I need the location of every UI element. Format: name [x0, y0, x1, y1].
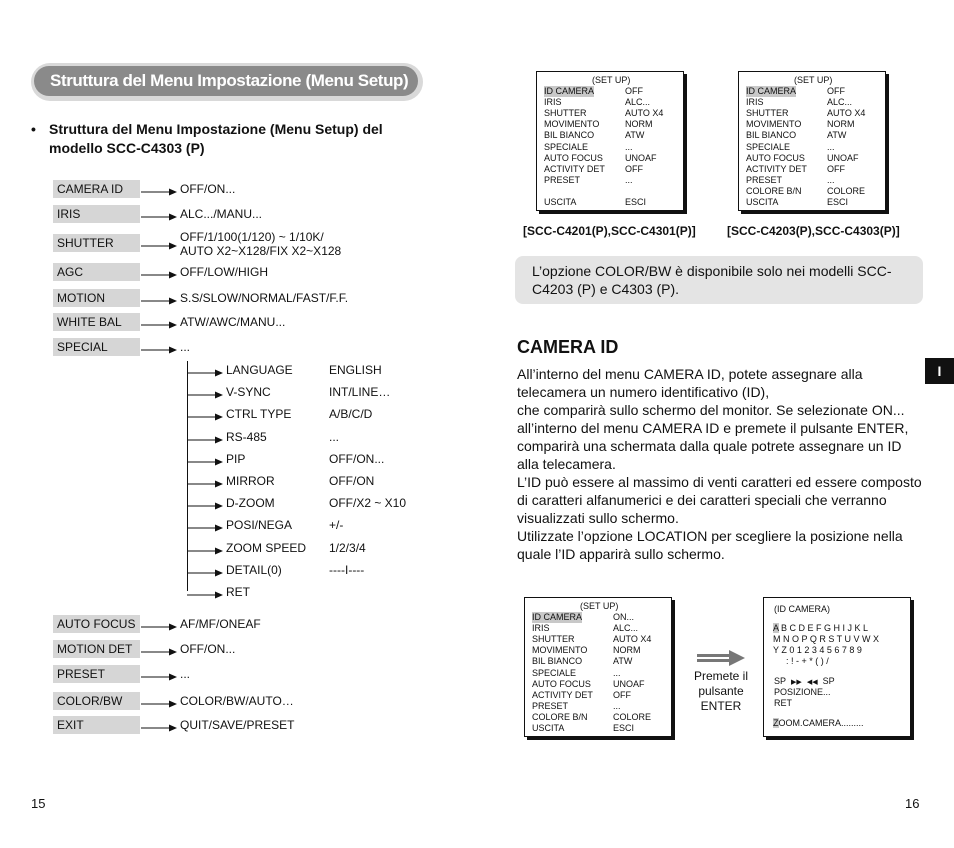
menu-value-line: OFF/LOW/HIGH: [180, 265, 268, 279]
osd-menu-item: SPECIALE: [532, 667, 577, 678]
arrow-right-icon: [187, 412, 223, 422]
osd-menu-item: MOVIMENTO: [746, 119, 802, 130]
menu-value-line: OFF/1/100(1/120) ~ 1/10K/: [180, 230, 324, 244]
submenu-item-value: OFF/X2 ~ X10: [329, 496, 407, 511]
menu-arrow: [141, 669, 177, 679]
model-caption-basic: [SCC-C4201(P),SCC-C4301(P)]: [523, 224, 696, 238]
osd-menu-item: ACTIVITY DET: [746, 163, 807, 174]
osd-title: (SET UP): [592, 75, 631, 85]
space-right-label: SP: [822, 676, 835, 686]
menu-arrow: [141, 209, 177, 219]
menu-value-line: QUIT/SAVE/PRESET: [180, 718, 295, 732]
rewind-icon: ◀◀: [806, 679, 818, 686]
menu-item-label: WHITE BAL: [53, 313, 140, 331]
osd-menu-item: BIL BIANCO: [532, 656, 583, 667]
arrow-right-icon: [141, 647, 177, 657]
arrow-right-icon: [141, 622, 177, 632]
osd-setup-screen-color: [738, 71, 886, 211]
menu-value-line: S.S/SLOW/NORMAL/FAST/F.F.: [180, 291, 349, 305]
menu-item-label: AGC: [53, 263, 140, 281]
submenu-arrow: [187, 454, 223, 464]
submenu-item-label: V-SYNC: [226, 385, 271, 400]
special-submenu-connector: [187, 361, 188, 591]
osd-menu-value: ALC...: [613, 623, 639, 634]
enter-arrow-icon: [697, 650, 745, 666]
menu-arrow: [141, 293, 177, 303]
submenu-arrow: [187, 387, 223, 397]
menu-value-line: COLOR/BW/AUTO…: [180, 694, 294, 708]
zoom-cursor: Z: [773, 718, 779, 728]
osd-menu-item: ID CAMERA: [746, 86, 797, 96]
osd-menu-value: ...: [827, 141, 835, 152]
intro-text: Struttura del Menu Impostazione (Menu Setup) del modello SCC-C4303 (P): [49, 121, 383, 156]
osd-menu-item: ACTIVITY DET: [532, 689, 593, 700]
osd-menu-value: UNOAF: [613, 678, 645, 689]
menu-item-value: [180, 265, 268, 279]
osd-menu-item: COLORE B/N: [746, 185, 802, 196]
osd-title: (SET UP): [580, 601, 619, 611]
submenu-item-value: ----I----: [329, 562, 365, 577]
menu-item-value: [180, 230, 341, 258]
osd-menu-value: ON...: [613, 612, 635, 622]
menu-value-line: ...: [180, 340, 191, 354]
osd-menu-value: ...: [827, 174, 835, 185]
osd-menu-value: ATW: [827, 130, 847, 141]
osd-menu-value: AUTO X4: [613, 634, 652, 645]
menu-value-line: ...: [180, 667, 191, 681]
bullet-point: •: [31, 121, 36, 137]
osd-menu-item: AUTO FOCUS: [746, 152, 805, 163]
osd-menu-item: PRESET: [532, 700, 569, 711]
submenu-arrow: [187, 587, 223, 597]
osd-camera-id-screen: [763, 597, 911, 737]
osd-menu-value: ALC...: [827, 97, 853, 108]
osd-menu-item: PRESET: [544, 174, 581, 185]
submenu-arrow: [187, 565, 223, 575]
char-grid-text: B C D E F G H I J K L: [778, 623, 869, 633]
arrow-right-icon: [187, 368, 223, 378]
osd-menu-value: COLORE: [613, 711, 652, 722]
osd-menu-item: IRIS: [544, 97, 562, 108]
osd-menu-value: OFF: [827, 86, 845, 96]
arrow-right-icon: [141, 296, 177, 306]
menu-item-value: [180, 667, 190, 681]
osd-menu-item: USCITA: [532, 723, 565, 733]
char-grid-row: : ! - + * ( ) /: [786, 656, 829, 666]
menu-item-value: [180, 315, 285, 329]
osd-menu-value: ESCI: [827, 197, 849, 207]
chapter-tab: I: [925, 358, 954, 384]
arrow-right-icon: [141, 672, 177, 682]
osd-menu-value: ALC...: [625, 97, 651, 108]
osd-menu-item: BIL BIANCO: [544, 130, 595, 141]
char-grid-row: M N O P Q R S T U V W X: [773, 634, 880, 644]
submenu-item-value: INT/LINE…: [329, 385, 391, 400]
menu-arrow: [141, 317, 177, 327]
enter-caption: [686, 669, 756, 714]
arrow-right-icon: [187, 523, 223, 533]
zoom-camera-text: OOM.CAMERA.........: [778, 718, 864, 728]
osd-menu-item: IRIS: [532, 623, 550, 634]
osd-menu-value: OFF: [625, 86, 643, 96]
osd-menu-item: USCITA: [746, 197, 779, 207]
model-caption-color: [SCC-C4203(P),SCC-C4303(P)]: [727, 224, 900, 238]
submenu-item-label: ZOOM SPEED: [226, 540, 307, 555]
osd-menu-value: NORM: [827, 119, 855, 130]
arrow-right-icon: [187, 479, 223, 489]
osd-menu-value: ESCI: [613, 723, 635, 733]
osd-setup-screen-camera-id-on: [524, 597, 672, 737]
arrow-right-icon: [187, 546, 223, 556]
char-cursor: A: [773, 623, 779, 633]
menu-value-line: AF/MF/ONEAF: [180, 617, 261, 631]
menu-item-value: [180, 718, 294, 732]
osd-menu-item: MOVIMENTO: [532, 645, 588, 656]
submenu-item-label: PIP: [226, 451, 246, 466]
submenu-item-label: DETAIL(0): [226, 562, 282, 577]
submenu-item-value: OFF/ON...: [329, 451, 385, 466]
enter-caption-line: pulsante: [698, 684, 744, 698]
arrow-right-icon: [141, 241, 177, 251]
menu-item-label: EXIT: [53, 716, 140, 734]
osd-menu-item: COLORE B/N: [532, 711, 588, 722]
char-grid-row: Y Z 0 1 2 3 4 5 6 7 8 9: [773, 645, 862, 655]
submenu-item-label: CTRL TYPE: [226, 407, 292, 422]
arrow-right-icon: [141, 212, 177, 222]
menu-item-value: [180, 617, 261, 631]
submenu-item-value: A/B/C/D: [329, 407, 373, 422]
submenu-item-label: LANGUAGE: [226, 363, 293, 377]
submenu-item-value: +/-: [329, 518, 344, 533]
arrow-right-icon: [187, 501, 223, 511]
arrow-right-icon: [187, 590, 223, 600]
osd-menu-value: ...: [625, 174, 633, 185]
osd-menu-value: ...: [613, 667, 621, 678]
arrow-right-icon: [141, 187, 177, 197]
menu-value-line: OFF/ON...: [180, 642, 236, 656]
osd-menu-item: ACTIVITY DET: [544, 163, 605, 174]
menu-item-value: [180, 642, 235, 656]
osd-menu-item: SPECIALE: [544, 141, 589, 152]
arrow-right-icon: [141, 699, 177, 709]
description-paragraph: L’ID può essere al massimo di venti caratteri ed essere composto di caratteri alfanumerici e dei caratteri speciali che verranno visualizzati sullo schermo.: [517, 474, 922, 526]
osd-menu-item: MOVIMENTO: [544, 119, 600, 130]
description-paragraph: All’interno del menu CAMERA ID, potete assegnare alla telecamera un numero identificativo (ID),: [517, 366, 863, 400]
osd-menu-item: ID CAMERA: [532, 612, 583, 622]
arrow-right-icon: [141, 320, 177, 330]
osd-menu-value: OFF: [613, 689, 631, 700]
osd-title: (ID CAMERA): [774, 604, 830, 614]
description-paragraph: Utilizzate l’opzione LOCATION per scegliere la posizione nella quale l’ID apparirà sullo schermo.: [517, 528, 903, 562]
enter-caption-line: Premete il: [693, 669, 749, 683]
zoom-camera-item: [773, 718, 864, 729]
osd-setup-screen-basic: [536, 71, 684, 211]
submenu-item-label: MIRROR: [226, 474, 275, 488]
posizione-item: POSIZIONE...: [774, 687, 831, 697]
page-number-left: 15: [31, 796, 46, 811]
osd-title: (SET UP): [794, 75, 833, 85]
osd-menu-value: ESCI: [625, 197, 647, 207]
menu-item-value: [180, 182, 235, 196]
osd-menu-item: AUTO FOCUS: [532, 678, 591, 689]
submenu-arrow: [187, 520, 223, 530]
osd-menu-value: ...: [613, 700, 621, 711]
submenu-arrow: [187, 476, 223, 486]
osd-menu-item: SHUTTER: [746, 108, 789, 119]
osd-menu-value: AUTO X4: [827, 108, 866, 119]
arrow-right-icon: [187, 568, 223, 578]
osd-menu-value: UNOAF: [625, 152, 657, 163]
osd-menu-item: SHUTTER: [544, 108, 587, 119]
menu-item-value: [180, 340, 190, 354]
menu-item-label: SHUTTER: [53, 234, 140, 252]
space-left-label: SP: [774, 676, 787, 686]
osd-menu-value: AUTO X4: [625, 108, 664, 119]
osd-menu-item: IRIS: [746, 97, 764, 108]
osd-menu-item: BIL BIANCO: [746, 130, 797, 141]
enter-caption-line: ENTER: [700, 699, 742, 713]
menu-value-line: AUTO X2~X128/FIX X2~X128: [180, 244, 342, 258]
menu-value-line: ATW/AWC/MANU...: [180, 315, 286, 329]
section-title: Struttura del Menu Impostazione (Menu Setup): [34, 66, 418, 96]
submenu-item-value: OFF/ON: [329, 474, 375, 488]
submenu-arrow: [187, 365, 223, 375]
submenu-arrow: [187, 409, 223, 419]
section-banner: [31, 63, 423, 101]
osd-menu-value: OFF: [827, 163, 845, 174]
osd-menu-value: COLORE: [827, 185, 866, 196]
menu-item-label: PRESET: [53, 665, 140, 683]
menu-item-label: IRIS: [53, 205, 140, 223]
menu-arrow: [141, 619, 177, 629]
submenu-item-label: POSI/NEGA: [226, 518, 293, 533]
menu-item-label: CAMERA ID: [53, 180, 140, 198]
arrow-right-icon: [141, 723, 177, 733]
submenu-item-label: RET: [226, 585, 250, 599]
osd-menu-item: SPECIALE: [746, 141, 791, 152]
osd-menu-value: NORM: [613, 645, 641, 656]
submenu-arrow: [187, 432, 223, 442]
menu-arrow: [141, 644, 177, 654]
intro-bullet: [31, 120, 431, 158]
char-grid-row: [773, 623, 868, 634]
menu-arrow: [141, 184, 177, 194]
osd-menu-item: PRESET: [746, 174, 783, 185]
menu-arrow: [141, 267, 177, 277]
menu-arrow: [141, 238, 177, 248]
arrow-right-icon: [141, 270, 177, 280]
menu-item-value: [180, 694, 294, 708]
ret-item: RET: [774, 698, 792, 708]
submenu-item-value: ...: [329, 429, 340, 444]
camera-id-description: [517, 365, 927, 563]
submenu-item-label: RS-485: [226, 429, 267, 444]
submenu-item-value: 1/2/3/4: [329, 540, 366, 555]
menu-item-label: MOTION: [53, 289, 140, 307]
osd-menu-value: OFF: [625, 163, 643, 174]
arrow-right-icon: [187, 390, 223, 400]
menu-item-label: MOTION DET: [53, 640, 140, 658]
osd-menu-value: NORM: [625, 119, 653, 130]
osd-menu-item: ID CAMERA: [544, 86, 595, 96]
menu-item-label: SPECIAL: [53, 338, 140, 356]
menu-item-label: COLOR/BW: [53, 692, 140, 710]
submenu-item-value: ENGLISH: [329, 363, 382, 377]
menu-arrow: [141, 342, 177, 352]
menu-item-label: AUTO FOCUS: [53, 615, 140, 633]
osd-menu-value: ...: [625, 141, 633, 152]
page-number-right: 16: [905, 796, 920, 811]
osd-menu-item: USCITA: [544, 197, 577, 207]
menu-arrow: [141, 720, 177, 730]
osd-menu-value: ATW: [625, 130, 645, 141]
arrow-right-icon: [187, 457, 223, 467]
forward-icon: ▶▶: [791, 679, 802, 686]
osd-menu-item: AUTO FOCUS: [544, 152, 603, 163]
menu-value-line: ALC.../MANU...: [180, 207, 263, 221]
osd-menu-item: SHUTTER: [532, 634, 575, 645]
menu-item-value: [180, 207, 262, 221]
color-bw-note: L’opzione COLOR/BW è disponibile solo nei modelli SCC-C4203 (P) e C4303 (P).: [515, 256, 923, 304]
arrow-right-icon: [141, 345, 177, 355]
submenu-item-label: D-ZOOM: [226, 496, 275, 511]
osd-menu-value: UNOAF: [827, 152, 859, 163]
menu-value-line: OFF/ON...: [180, 182, 236, 196]
menu-item-value: [180, 291, 348, 305]
camera-id-heading: CAMERA ID: [517, 337, 619, 357]
description-paragraph: che comparirà sullo schermo del monitor. Se selezionate ON... all’interno del menu CAMERA ID e premete il pulsante ENTER, comparirà una schermata dalla quale potrete assegnare un ID alla telecamera.: [517, 402, 909, 472]
menu-arrow: [141, 696, 177, 706]
submenu-arrow: [187, 498, 223, 508]
arrow-right-icon: [187, 435, 223, 445]
submenu-arrow: [187, 543, 223, 553]
osd-menu-value: ATW: [613, 656, 633, 667]
